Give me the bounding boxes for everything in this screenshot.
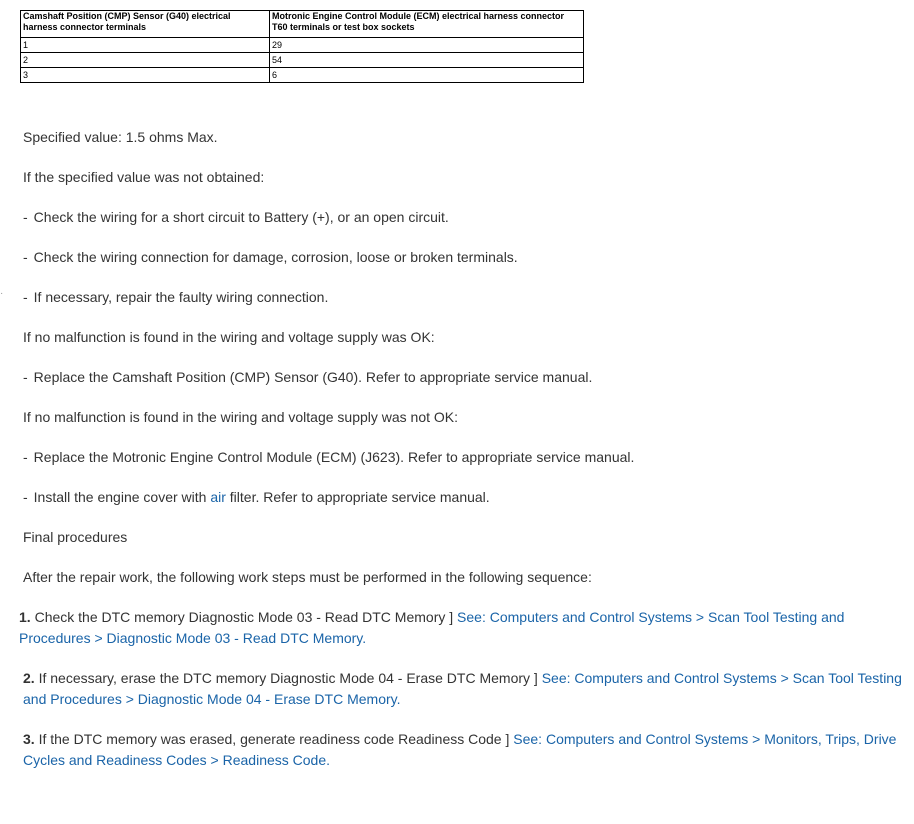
table-cell: 29 [270, 38, 584, 53]
install-cover-text: Install the engine cover with [33, 489, 211, 505]
install-cover-text-end: filter. Refer to appropriate service manual. [225, 489, 490, 505]
margin-mark: · [0, 288, 4, 299]
check-short-text: Check the wiring for a short circuit to Battery (+), or an open circuit. [33, 209, 449, 225]
table-cell: 2 [21, 53, 270, 68]
step-text: If necessary, erase the DTC memory Diagnostic Mode 04 - Erase DTC Memory ] [34, 670, 542, 686]
table-row [21, 38, 584, 53]
step-3 [23, 729, 904, 771]
bullet-dash: - [23, 489, 28, 505]
bullet-dash: - [23, 209, 28, 225]
step-1-link[interactable]: See: Computers and Control Systems > Scan Tool Testing and Procedures > Diagnostic Mode 03 - Read DTC Memory. [19, 609, 845, 646]
table-header-row [21, 11, 584, 38]
install-cover-item [23, 487, 490, 507]
specified-value-text: Specified value: 1.5 ohms Max. [23, 129, 218, 145]
step-3-link[interactable]: See: Computers and Control Systems > Monitors, Trips, Drive Cycles and Readiness Codes > Readiness Code. [23, 731, 897, 768]
replace-ecm-item [23, 447, 634, 467]
replace-cmp-item [23, 367, 592, 387]
replace-cmp-text: Replace the Camshaft Position (CMP) Sensor (G40). Refer to appropriate service manual. [33, 369, 593, 385]
repair-wiring-text: If necessary, repair the faulty wiring connection. [33, 289, 329, 305]
column-header-cmp-sensor: Camshaft Position (CMP) Sensor (G40) electrical harness connector terminals [21, 11, 270, 38]
table-row [21, 68, 584, 83]
check-connection-text: Check the wiring connection for damage, corrosion, loose or broken terminals. [33, 249, 518, 265]
bullet-dash: - [23, 289, 28, 305]
step-number: 3. [23, 731, 35, 747]
step-2 [23, 668, 904, 710]
bullet-dash: - [23, 249, 28, 265]
check-short-item [23, 207, 449, 227]
replace-ecm-text: Replace the Motronic Engine Control Module (ECM) (J623). Refer to appropriate service manual. [33, 449, 635, 465]
step-1 [19, 607, 904, 649]
air-link[interactable]: air [210, 489, 226, 505]
step-2-link[interactable]: See: Computers and Control Systems > Scan Tool Testing and Procedures > Diagnostic Mode 04 - Erase DTC Memory. [23, 670, 902, 707]
table-cell: 6 [270, 68, 584, 83]
pinout-table [20, 10, 584, 83]
not-obtained-text: If the specified value was not obtained: [23, 169, 265, 185]
bullet-dash: - [23, 369, 28, 385]
table-cell: 1 [21, 38, 270, 53]
no-malfunction-ok-text: If no malfunction is found in the wiring and voltage supply was OK: [23, 329, 435, 345]
step-number: 2. [23, 670, 35, 686]
step-number: 1. [19, 609, 31, 625]
table-cell: 3 [21, 68, 270, 83]
repair-wiring-item [23, 287, 328, 307]
final-procedures-heading: Final procedures [23, 529, 128, 545]
after-repair-text: After the repair work, the following work steps must be performed in the following sequence: [23, 569, 592, 585]
step-text: If the DTC memory was erased, generate readiness code Readiness Code ] [34, 731, 514, 747]
table-cell: 54 [270, 53, 584, 68]
step-text: Check the DTC memory Diagnostic Mode 03 - Read DTC Memory ] [30, 609, 458, 625]
table-row [21, 53, 584, 68]
bullet-dash: - [23, 449, 28, 465]
check-connection-item [23, 247, 518, 267]
no-malfunction-not-ok-text: If no malfunction is found in the wiring and voltage supply was not OK: [23, 409, 459, 425]
column-header-ecm: Motronic Engine Control Module (ECM) electrical harness connector T60 terminals or test box sockets [270, 11, 584, 38]
